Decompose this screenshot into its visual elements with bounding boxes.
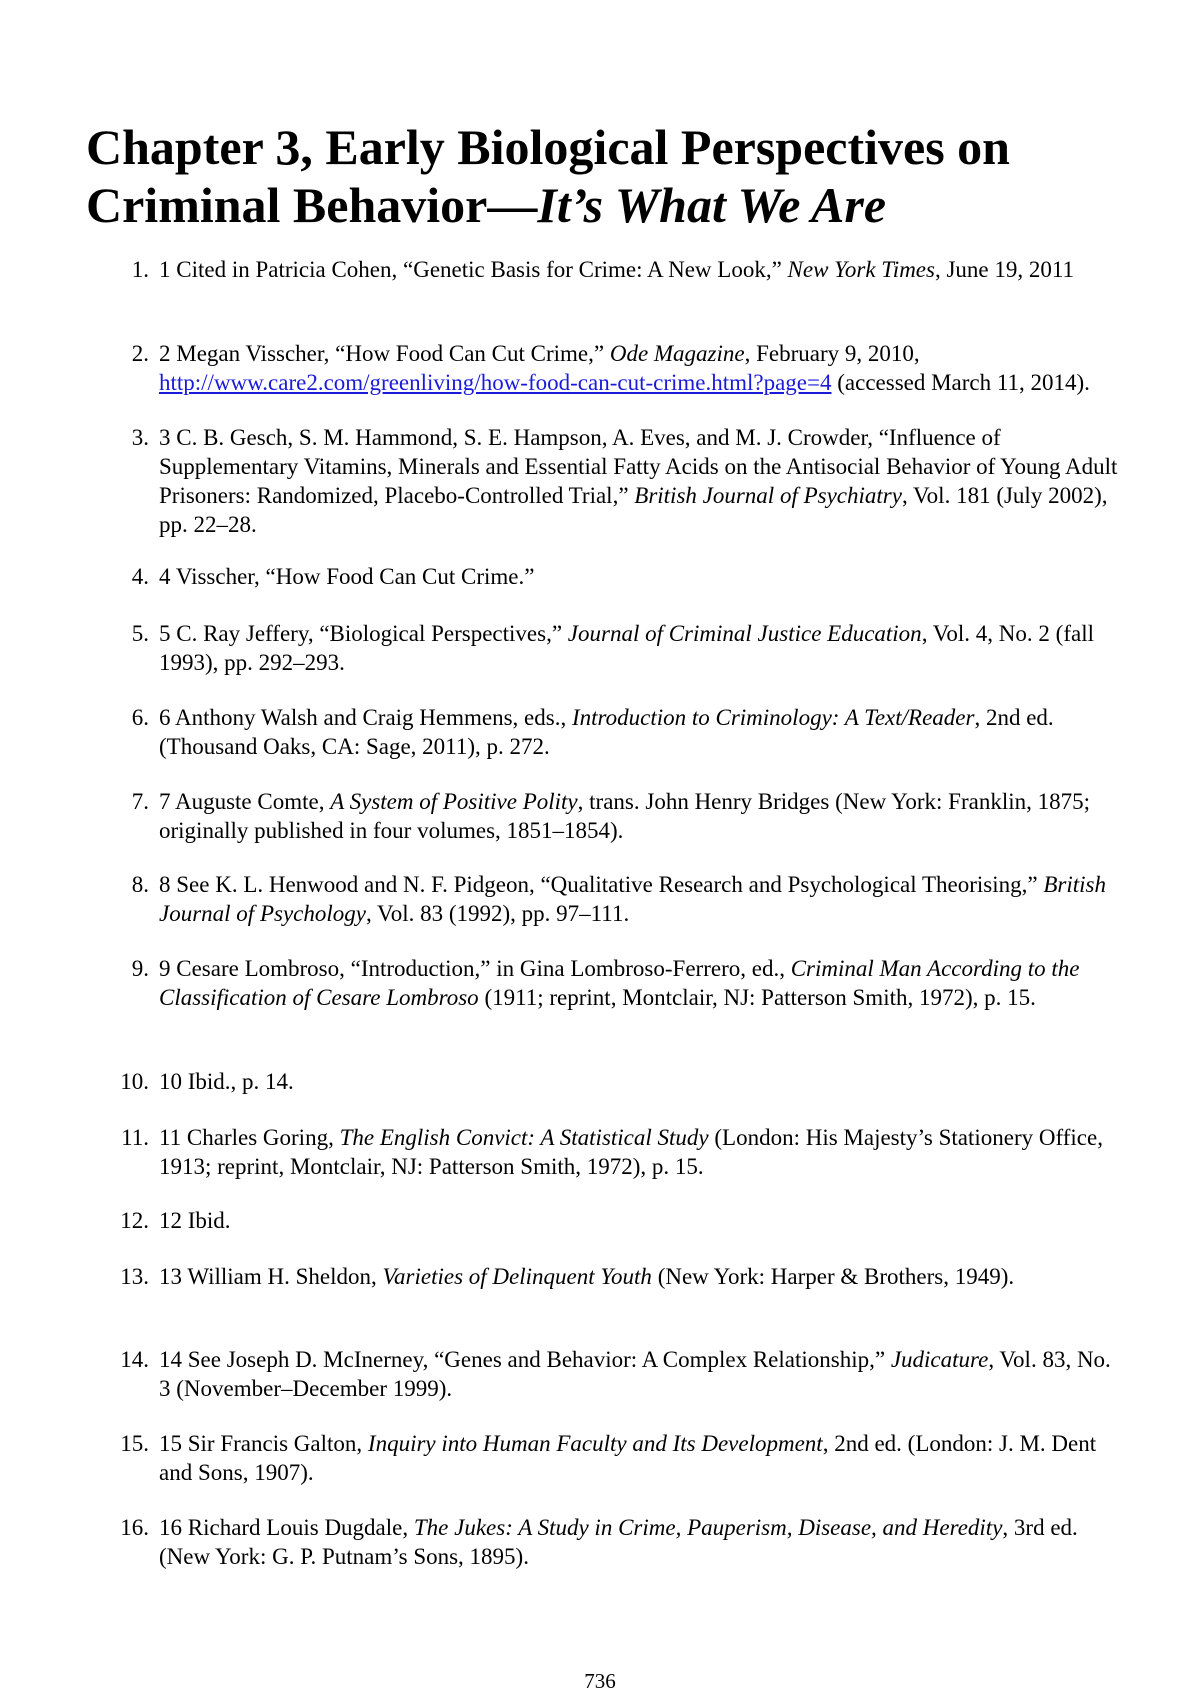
endnote-text-segment: 13 William H. Sheldon,: [159, 1264, 383, 1289]
endnote-text-segment: 2 Megan Visscher, “How Food Can Cut Crime,”: [159, 341, 610, 366]
endnote-text: [159, 1513, 1124, 1571]
endnote-number: 6.: [131, 705, 149, 730]
endnote-text: [159, 1345, 1124, 1403]
endnote-number: 10.: [120, 1069, 149, 1094]
endnote-text-segment: , Vol. 181 (July 2002), pp. 22–28.: [159, 483, 1108, 537]
endnote-text: [159, 703, 1124, 761]
chapter-title-main: Chapter 3, Early Biological Perspectives on Criminal Behavior—: [86, 119, 1010, 233]
endnote-number: 5.: [131, 621, 149, 646]
endnote-italic-title: The English Convict: A Statistical Study: [339, 1125, 709, 1150]
endnote-text-segment: , Vol. 4, No. 2 (fall 1993), pp. 292–293.: [159, 621, 1094, 675]
endnote-number: 13.: [120, 1264, 149, 1289]
endnote-number: 8.: [131, 872, 149, 897]
endnote-text: [159, 1206, 1124, 1235]
endnote-number: 2.: [131, 341, 149, 366]
page-number: 736: [584, 1669, 616, 1693]
endnote-text: [159, 870, 1124, 928]
endnote-italic-title: Introduction to Criminology: A Text/Reader: [571, 705, 975, 730]
endnote-text-segment: 16 Richard Louis Dugdale,: [159, 1515, 414, 1540]
endnote-text-segment: (London: His Majesty’s Stationery Office, 1913; reprint, Montclair, NJ: Patterson Smith, 1972), p. 15.: [159, 1125, 1103, 1179]
endnote-text-segment: , June 19, 2011: [934, 257, 1075, 282]
endnote-italic-title: British Journal of Psychology: [159, 872, 1106, 926]
endnote-text-segment: , 3rd ed. (New York: G. P. Putnam’s Sons, 1895).: [159, 1515, 1078, 1569]
endnote-text-segment: 3 C. B. Gesch, S. M. Hammond, S. E. Hampson, A. Eves, and M. J. Crowder, “Influence of Supplementary Vitamins, Minerals and Essential Fatty Acids on the Antisocial Behavior of Young Adult Prisoners: Randomized, Placebo-Controlled Trial,”: [159, 425, 1118, 508]
endnote-text: [159, 1123, 1124, 1181]
endnote-italic-title: Criminal Man According to the Classification of Cesare Lombroso: [159, 956, 1080, 1010]
endnote-text-segment: (accessed March 11, 2014).: [831, 370, 1090, 395]
endnote-text-segment: (1911; reprint, Montclair, NJ: Patterson Smith, 1972), p. 15.: [478, 985, 1036, 1010]
endnote-text-segment: 9 Cesare Lombroso, “Introduction,” in Gina Lombroso-Ferrero, ed.,: [159, 956, 791, 981]
endnote-number: 15.: [120, 1431, 149, 1456]
endnote-text: [159, 619, 1124, 677]
endnote-text-segment: 11 Charles Goring,: [159, 1125, 340, 1150]
endnote-text-segment: , 2nd ed. (Thousand Oaks, CA: Sage, 2011), p. 272.: [159, 705, 1054, 759]
endnote-text-segment: 12 Ibid.: [159, 1208, 231, 1233]
endnote-text: [159, 339, 1124, 397]
endnote-text-segment: 15 Sir Francis Galton,: [159, 1431, 368, 1456]
endnote-text-segment: (New York: Harper & Brothers, 1949).: [651, 1264, 1015, 1289]
endnote-italic-title: British Journal of Psychiatry: [634, 483, 902, 508]
endnote-url-link[interactable]: http://www.care2.com/greenliving/how-food-can-cut-crime.html?page=4: [159, 370, 832, 395]
endnote-text-segment: 8 See K. L. Henwood and N. F. Pidgeon, “Qualitative Research and Psychological Theorising,”: [159, 872, 1044, 897]
endnote-italic-title: Ode Magazine: [609, 341, 745, 366]
endnote-text-segment: 1 Cited in Patricia Cohen, “Genetic Basis for Crime: A New Look,”: [159, 257, 788, 282]
endnote-text: [159, 954, 1124, 1012]
endnote-number: 14.: [120, 1347, 149, 1372]
endnote-text-segment: , Vol. 83, No. 3 (November–December 1999).: [159, 1347, 1111, 1401]
chapter-title-italic: It’s What We Are: [537, 177, 887, 233]
endnote-number: 12.: [120, 1208, 149, 1233]
endnote-number: 9.: [131, 956, 149, 981]
endnote-text: [159, 1262, 1124, 1291]
endnote-text: [159, 1429, 1124, 1487]
endnote-number: 1.: [131, 257, 149, 282]
endnote-text-segment: 7 Auguste Comte,: [159, 789, 331, 814]
endnote-italic-title: Varieties of Delinquent Youth: [382, 1264, 652, 1289]
endnote-italic-title: Inquiry into Human Faculty and Its Development: [367, 1431, 823, 1456]
endnote-number: 4.: [131, 564, 149, 589]
endnote-italic-title: The Jukes: A Study in Crime, Pauperism, Disease, and Heredity: [413, 1515, 1003, 1540]
endnote-number: 16.: [120, 1515, 149, 1540]
endnote-text-segment: , Vol. 83 (1992), pp. 97–111.: [365, 901, 630, 926]
endnote-text-segment: 4 Visscher, “How Food Can Cut Crime.”: [159, 564, 535, 589]
endnote-text-segment: 10 Ibid., p. 14.: [159, 1069, 294, 1094]
endnote-number: 11.: [121, 1125, 149, 1150]
endnote-italic-title: A System of Positive Polity: [330, 789, 578, 814]
endnote-text-segment: , February 9, 2010,: [744, 341, 920, 366]
endnote-italic-title: Journal of Criminal Justice Education: [567, 621, 922, 646]
endnote-text-segment: 6 Anthony Walsh and Craig Hemmens, eds.,: [159, 705, 572, 730]
endnote-number: 3.: [131, 425, 149, 450]
endnote-number: 7.: [131, 789, 149, 814]
endnote-text-segment: , trans. John Henry Bridges (New York: Franklin, 1875; originally published in four volumes, 1851–1854).: [159, 789, 1091, 843]
endnote-text: [159, 787, 1124, 845]
endnote-text: [159, 423, 1124, 539]
endnote-text: [159, 255, 1124, 284]
endnote-italic-title: Judicature: [890, 1347, 989, 1372]
endnote-italic-title: New York Times: [787, 257, 935, 282]
endnote-text-segment: 5 C. Ray Jeffery, “Biological Perspectives,”: [159, 621, 568, 646]
endnote-text: [159, 562, 1124, 591]
endnote-text: [159, 1067, 1124, 1096]
endnote-text-segment: , 2nd ed. (London: J. M. Dent and Sons, 1907).: [159, 1431, 1097, 1485]
endnote-text-segment: 14 See Joseph D. McInerney, “Genes and Behavior: A Complex Relationship,”: [159, 1347, 891, 1372]
